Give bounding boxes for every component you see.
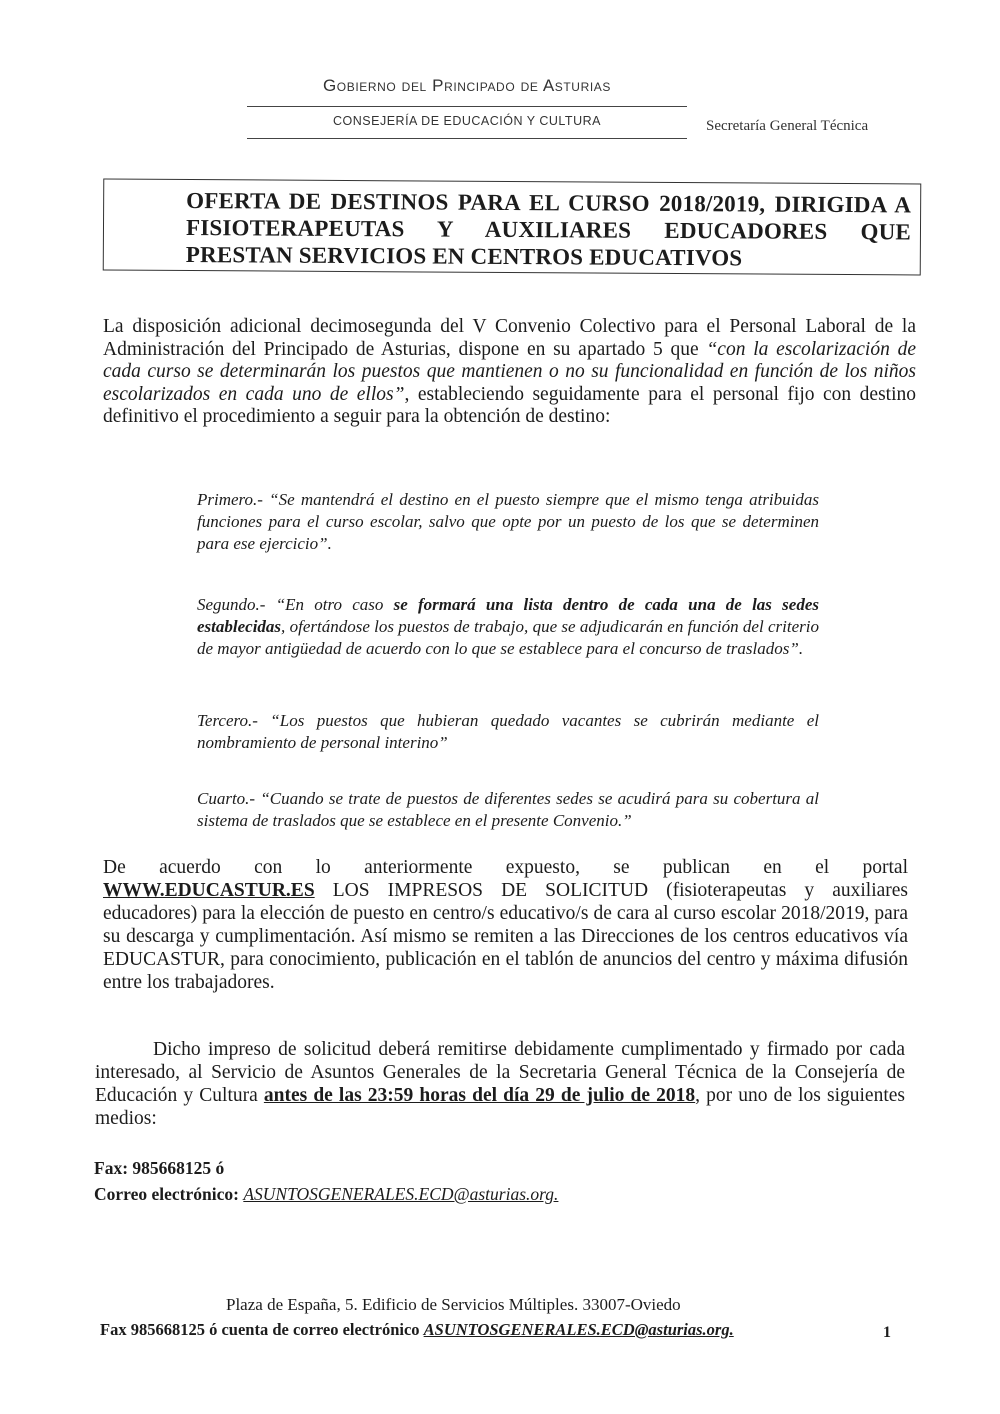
footer-contact [100, 1320, 734, 1340]
quote-second [197, 594, 819, 660]
intro-quote: “con la escolarización de cada curso se determinarán los puestos que mantienen o no su funcionalidad en función de los niños escolarizados en cada uno de ellos” [103, 338, 916, 405]
title-box [103, 179, 922, 276]
quote-fourth: Cuarto.- “Cuando se trate de puestos de diferentes sedes se acudirá para su cobertura al sistema de traslados que se establece en el presente Convenio.” [197, 789, 819, 830]
quote-second-end: , ofertándose los puestos de trabajo, que se adjudicarán en función del criterio de mayor antigüedad de acuerdo con lo que se establece para el concurso de traslados”. [197, 617, 819, 658]
contact-email-line [94, 1184, 558, 1205]
header-divider-top [247, 106, 687, 107]
submission-deadline: antes de las 23:59 horas del día 29 de julio de 2018 [263, 1085, 696, 1106]
intro-text-start: La disposición adicional decimosegunda del V Convenio Colectivo para el Personal Laboral de la Administración del Principado de Asturias, dispone en su apartado 5 que [103, 316, 916, 360]
portal-link[interactable]: WWW.EDUCASTUR.ES [103, 880, 315, 901]
department-name: Secretaría General Técnica [706, 118, 869, 134]
government-name: Gobierno del Principado de Asturias [322, 76, 611, 95]
header-divider-bottom [247, 138, 687, 139]
publication-paragraph [103, 856, 908, 994]
intro-paragraph [103, 316, 916, 429]
quote-second-start: Segundo.- “En otro caso [197, 595, 394, 614]
submission-paragraph [95, 1038, 905, 1130]
ministry-name: CONSEJERÍA DE EDUCACIÓN Y CULTURA [333, 114, 601, 128]
quote-first: Primero.- “Se mantendrá el destino en el puesto siempre que el mismo tenga atribuidas funciones para el curso escolar, salvo que opte por un puesto de los que se determinen para ese ejercicio”. [197, 490, 819, 553]
footer-address: Plaza de España, 5. Edificio de Servicios Múltiples. 33007-Oviedo [226, 1295, 681, 1314]
footer-email-link[interactable]: ASUNTOSGENERALES.ECD@asturias.org. [423, 1320, 734, 1339]
submission-text: Dicho impreso de solicitud deberá remitirse debidamente cumplimentado y firmado por cada interesado, al Servicio de Asuntos Generales de la Secretaria General Técnica de la Consejería de Educación y Cultura [95, 1039, 905, 1106]
page-number: 1 [883, 1324, 891, 1341]
intro-text-end: , estableciendo seguidamente para el personal fijo con destino definitivo el procedimiento a seguir para la obtención de destino: [103, 383, 916, 427]
contact-email-label: Correo electrónico: [94, 1184, 244, 1204]
submission-tail: , por uno de los siguientes medios: [95, 1085, 905, 1129]
document-title: OFERTA DE DESTINOS PARA EL CURSO 2018/2019, DIRIGIDA A FISIOTERAPEUTAS Y AUXILIARES EDUCADORES QUE PRESTAN SERVICIOS EN CENTROS EDUCATIVOS [185, 188, 912, 271]
contact-fax: Fax: 985668125 ó [94, 1158, 225, 1178]
publication-body: LOS IMPRESOS DE SOLICITUD (fisioterapeutas y auxiliares educadores) para la elección de puesto en centro/s educativo/s de cara al curso escolar 2018/2019, para su descarga y cumplimentación. Así mismo se remiten a las Direcciones de los centros educativos vía EDUCASTUR, para conocimiento, publicación en el tablón de anuncios del centro y máxima difusión entre los trabajadores. [103, 880, 908, 993]
contact-email-link[interactable]: ASUNTOSGENERALES.ECD@asturias.org. [243, 1184, 559, 1204]
footer-contact-text: Fax 985668125 ó cuenta de correo electrónico [100, 1320, 424, 1339]
publication-lead: De acuerdo con lo anteriormente expuesto, se publican en el portal [103, 857, 908, 878]
quote-third: Tercero.- “Los puestos que hubieran quedado vacantes se cubrirán mediante el nombramiento de personal interino” [197, 711, 819, 752]
quote-second-bold: se formará una lista dentro de cada una de las sedes establecidas [197, 595, 819, 636]
